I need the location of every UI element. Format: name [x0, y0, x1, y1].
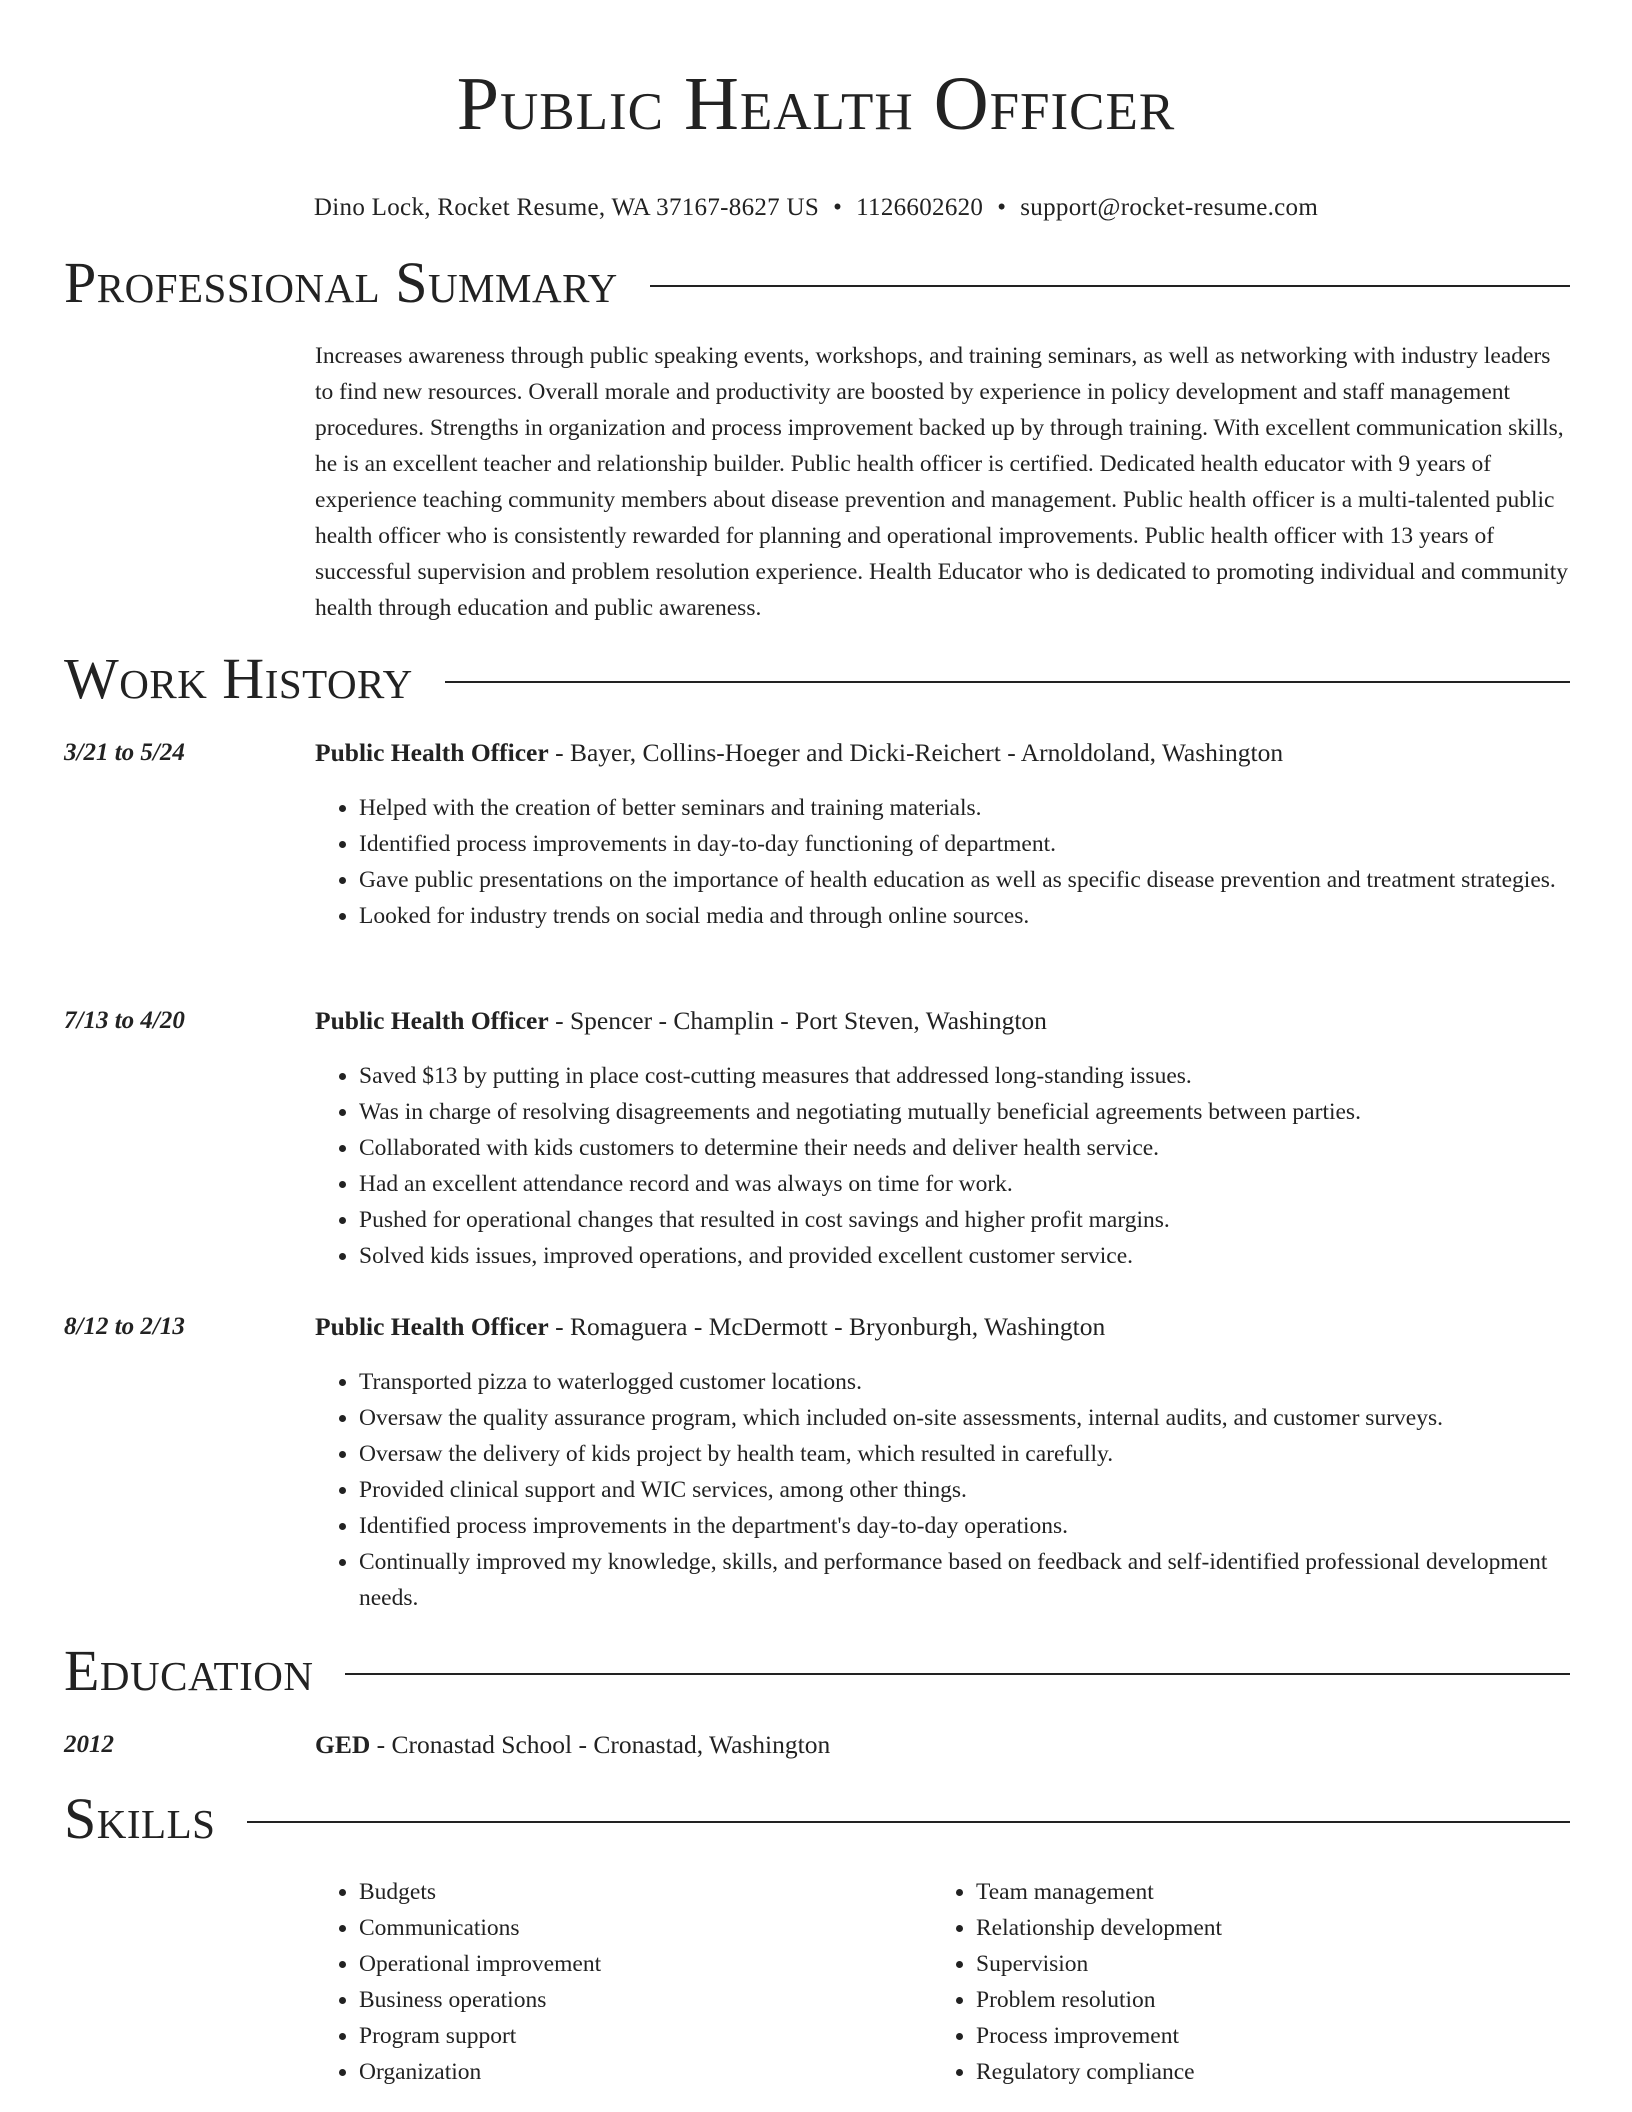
- section-divider: [650, 285, 1570, 287]
- job-entry: [64, 1004, 1570, 1274]
- job-bullet: • Identified process improvements in the department's day-to-day operations.: [359, 1508, 1570, 1544]
- skill-item: • Organization: [359, 2054, 932, 2090]
- contact-phone: 1126602620: [856, 194, 984, 221]
- skills-list-right: [932, 1874, 1222, 2090]
- education-year: 2012: [64, 1731, 114, 1758]
- skill-item: • Communications: [359, 1910, 932, 1946]
- job-bullet: • Continually improved my knowledge, skills, and performance based on feedback and self-identified professional development needs.: [359, 1544, 1570, 1616]
- job-heading: [315, 736, 1570, 770]
- job-details: - Spencer - Champlin - Port Steven, Washington: [548, 1006, 1047, 1035]
- resume-title: Public Health Officer: [456, 62, 1176, 146]
- job-dates: 3/21 to 5/24: [64, 739, 185, 766]
- summary-heading: Professional Summary: [64, 250, 618, 315]
- contact-email: support@rocket-resume.com: [1020, 194, 1319, 221]
- skills-list-left: [315, 1874, 932, 2090]
- skill-item: • Regulatory compliance: [976, 2054, 1222, 2090]
- job-bullets: [315, 1364, 1570, 1616]
- skill-item: • Budgets: [359, 1874, 932, 1910]
- job-bullet: • Transported pizza to waterlogged customer locations.: [359, 1364, 1570, 1400]
- job-title: Public Health Officer: [315, 1006, 549, 1035]
- job-heading: [315, 1310, 1570, 1344]
- work-heading: Work History: [64, 646, 413, 711]
- job-bullet: • Oversaw the delivery of kids project by health team, which resulted in carefully.: [359, 1436, 1570, 1472]
- job-entry: [64, 736, 1570, 934]
- job-entry: [64, 1310, 1570, 1616]
- job-bullet: • Helped with the creation of better seminars and training materials.: [359, 790, 1570, 826]
- job-bullet: • Provided clinical support and WIC services, among other things.: [359, 1472, 1570, 1508]
- contact-separator: •: [833, 194, 843, 221]
- skill-item: • Problem resolution: [976, 1982, 1222, 2018]
- summary-section-header: [64, 252, 1570, 314]
- job-bullet: • Identified process improvements in day-to-day functioning of department.: [359, 826, 1570, 862]
- job-dates: 8/12 to 2/13: [64, 1313, 185, 1340]
- skill-item: • Program support: [359, 2018, 932, 2054]
- job-bullets: [315, 790, 1570, 934]
- skills-section-header: [64, 1788, 1570, 1850]
- skill-item: • Team management: [976, 1874, 1222, 1910]
- job-bullet: • Collaborated with kids customers to determine their needs and deliver health service.: [359, 1130, 1570, 1166]
- education-entry: [64, 1728, 1570, 1762]
- section-divider: [445, 681, 1570, 683]
- skill-item: • Relationship development: [976, 1910, 1222, 1946]
- job-bullet: • Gave public presentations on the importance of health education as well as specific disease prevention and treatment strategies.: [359, 862, 1570, 898]
- skill-item: • Operational improvement: [359, 1946, 932, 1982]
- education-heading: Education: [64, 1638, 314, 1703]
- job-title: Public Health Officer: [315, 738, 549, 767]
- summary-text: Increases awareness through public speaking events, workshops, and training seminars, as well as networking with industry leaders to find new resources. Overall morale and productivity are boosted by experience in policy development and staff management procedures. Strengths in organization and process improvement backed up by through training. With excellent communication skills, he is an excellent teacher and relationship builder. Public health officer is certified. Dedicated health educator with 9 years of experience teaching community members about disease prevention and management. Public health officer is a multi-talented public health officer who is consistently rewarded for planning and operational improvements. Public health officer with 13 years of successful supervision and problem resolution experience. Health Educator who is dedicated to promoting individual and community health through education and public awareness.: [315, 343, 1569, 621]
- contact-separator: •: [997, 194, 1007, 221]
- job-title: Public Health Officer: [315, 1312, 549, 1341]
- job-details: - Bayer, Collins-Hoeger and Dicki-Reichert - Arnoldoland, Washington: [548, 738, 1284, 767]
- skills-heading: Skills: [64, 1786, 216, 1851]
- work-section-header: [64, 648, 1570, 710]
- section-divider: [247, 1821, 1570, 1823]
- job-bullet: • Had an excellent attendance record and was always on time for work.: [359, 1166, 1570, 1202]
- section-divider: [345, 1673, 1570, 1675]
- job-dates: 7/13 to 4/20: [64, 1007, 185, 1034]
- job-bullet: • Oversaw the quality assurance program, which included on-site assessments, internal audits, and customer surveys.: [359, 1400, 1570, 1436]
- skill-item: • Business operations: [359, 1982, 932, 2018]
- job-bullet: • Was in charge of resolving disagreements and negotiating mutually beneficial agreements between parties.: [359, 1094, 1570, 1130]
- skill-item: • Process improvement: [976, 2018, 1222, 2054]
- skill-item: • Supervision: [976, 1946, 1222, 1982]
- job-details: - Romaguera - McDermott - Bryonburgh, Washington: [548, 1312, 1106, 1341]
- education-section-header: [64, 1640, 1570, 1702]
- skills-columns: [315, 1874, 1570, 2090]
- job-heading: [315, 1004, 1570, 1038]
- job-bullet: • Pushed for operational changes that resulted in cost savings and higher profit margins.: [359, 1202, 1570, 1238]
- job-bullet: • Looked for industry trends on social media and through online sources.: [359, 898, 1570, 934]
- job-bullet: • Saved $13 by putting in place cost-cutting measures that addressed long-standing issues.: [359, 1058, 1570, 1094]
- contact-line: [0, 192, 1632, 224]
- education-details: - Cronastad School - Cronastad, Washington: [370, 1730, 831, 1759]
- education-heading-line: [315, 1728, 1570, 1762]
- job-bullet: • Solved kids issues, improved operations, and provided excellent customer service.: [359, 1238, 1570, 1274]
- job-bullets: [315, 1058, 1570, 1274]
- contact-address: Dino Lock, Rocket Resume, WA 37167-8627 US: [313, 194, 820, 221]
- education-degree: GED: [315, 1730, 371, 1759]
